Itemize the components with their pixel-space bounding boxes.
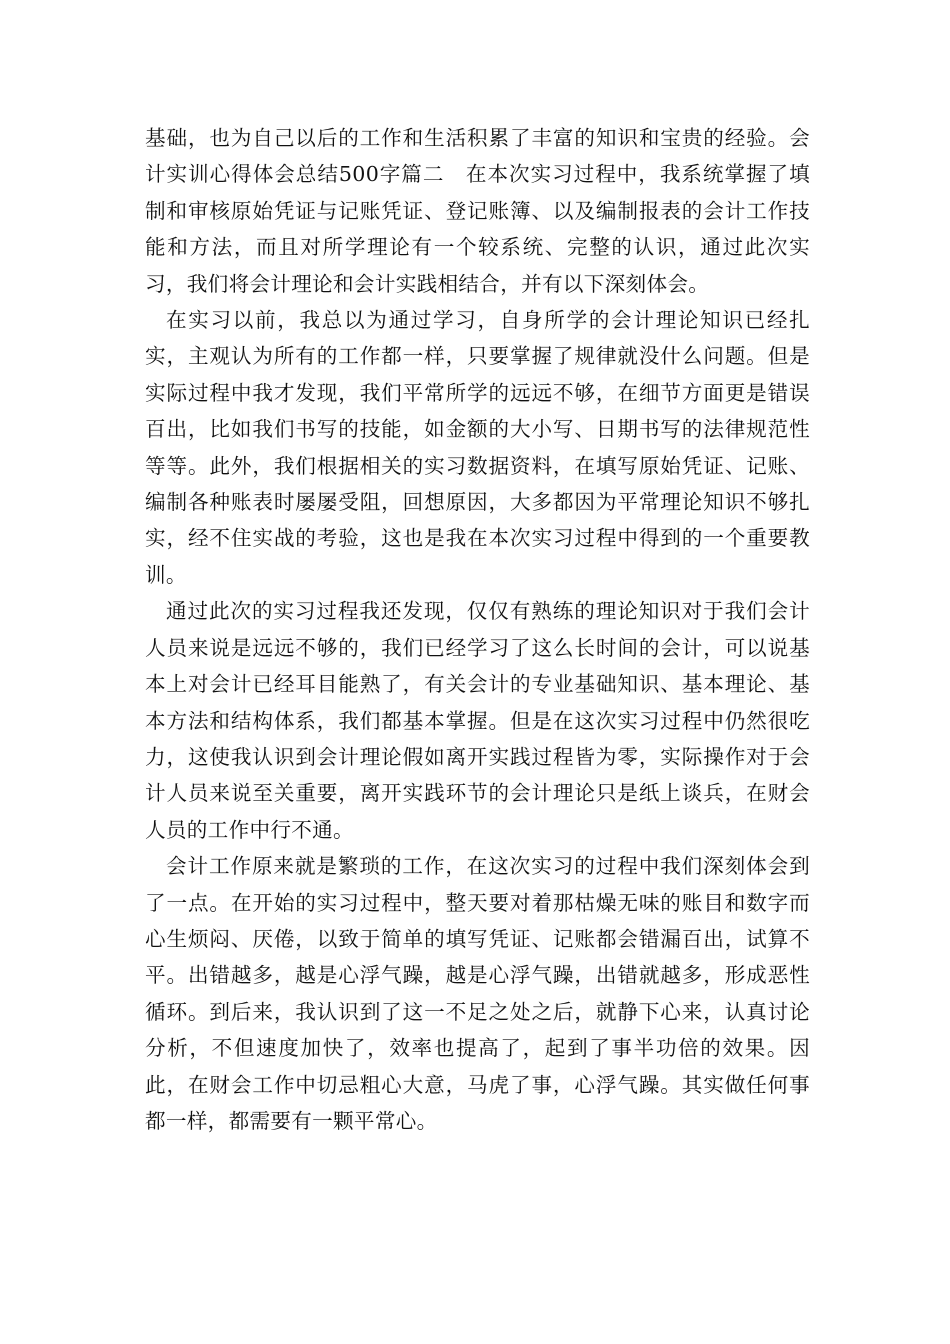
document-page xyxy=(145,120,810,1139)
paragraph-1: 基础，也为自己以后的工作和生活积累了丰富的知识和宝贵的经验。会计实训心得体会总结500字篇二 在本次实习过程中，我系统掌握了填制和审核原始凭证与记账凭证、登记账簿、以及编制报表的会计工作技能和方法，而且对所学理论有一个较系统、完整的认识，通过此次实习，我们将会计理论和会计实践相结合，并有以下深刻体会。 xyxy=(145,126,810,296)
paragraph-4: 会计工作原来就是繁琐的工作，在这次实习的过程中我们深刻体会到了一点。在开始的实习过程中，整天要对着那枯燥无味的账目和数字而心生烦闷、厌倦，以致于简单的填写凭证、记账都会错漏百出，试算不平。出错越多，越是心浮气躁，越是心浮气躁，出错就越多，形成恶性循环。到后来，我认识到了这一不足之处之后，就静下心来，认真讨论分析，不但速度加快了，效率也提高了，起到了事半功倍的效果。因此，在财会工作中切忌粗心大意，马虎了事，心浮气躁。其实做任何事都一样，都需要有一颗平常心。 xyxy=(145,854,810,1133)
paragraph-2: 在实习以前，我总以为通过学习，自身所学的会计理论知识已经扎实，主观认为所有的工作都一样，只要掌握了规律就没什么问题。但是实际过程中我才发现，我们平常所学的远远不够，在细节方面更是错误百出，比如我们书写的技能，如金额的大小写、日期书写的法律规范性等等。此外，我们根据相关的实习数据资料，在填写原始凭证、记账、编制各种账表时屡屡受阻，回想原因，大多都因为平常理论知识不够扎实，经不住实战的考验，这也是我在本次实习过程中得到的一个重要教训。 xyxy=(145,308,810,587)
paragraph-3: 通过此次的实习过程我还发现，仅仅有熟练的理论知识对于我们会计人员来说是远远不够的，我们已经学习了这么长时间的会计，可以说基本上对会计已经耳目能熟了，有关会计的专业基础知识、基本理论、基本方法和结构体系，我们都基本掌握。但是在这次实习过程中仍然很吃力，这使我认识到会计理论假如离开实践过程皆为零，实际操作对于会计人员来说至关重要，离开实践环节的会计理论只是纸上谈兵，在财会人员的工作中行不通。 xyxy=(145,599,810,842)
